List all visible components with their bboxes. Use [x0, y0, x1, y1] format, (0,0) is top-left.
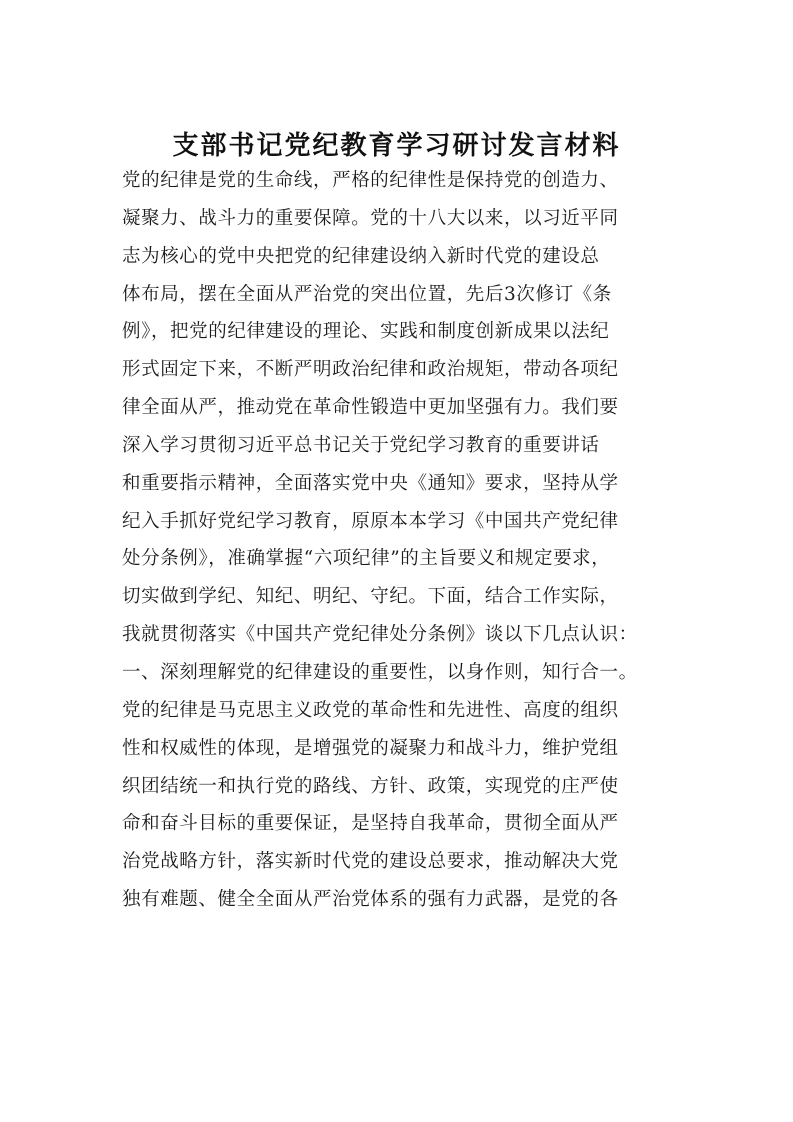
body-line: 命和奋斗目标的重要保证，是坚持自我革命，贯彻全面从严: [122, 813, 619, 835]
body-line: 凝聚力、战斗力的重要保障。党的十八大以来，以习近平同: [122, 207, 619, 229]
body-line: 体布局，摆在全面从严治党的突出位置，先后3次修订《条: [122, 283, 612, 305]
body-line: 志为核心的党中央把党的纪律建设纳入新时代党的建设总: [122, 245, 600, 267]
body-line: 党的纪律是马克思主义政党的革命性和先进性、高度的组织: [122, 699, 619, 721]
body-line: 处分条例》，准确掌握“六项纪律”的主旨要义和规定要求，: [122, 548, 611, 570]
body-line: 织团结统一和执行党的路线、方针、政策，实现党的庄严使: [122, 775, 619, 797]
body-line: 独有难题、健全全面从严治党体系的强有力武器，是党的各: [122, 889, 619, 911]
document-body: [122, 162, 682, 919]
body-line: 纪入手抓好党纪学习教育，原原本本学习《中国共产党纪律: [122, 510, 619, 532]
body-line: 和重要指示精神，全面落实党中央《通知》要求，坚持从学: [122, 472, 619, 494]
body-line: 性和权威性的体现，是增强党的凝聚力和战斗力，维护党组: [122, 737, 619, 759]
body-line: 律全面从严，推动党在革命性锻造中更加坚强有力。我们要: [122, 397, 619, 419]
body-line: 我就贯彻落实《中国共产党纪律处分条例》谈以下几点认识：: [122, 624, 638, 646]
body-line: 深入学习贯彻习近平总书记关于党纪学习教育的重要讲话: [122, 434, 600, 456]
body-line: 党的纪律是党的生命线，严格的纪律性是保持党的创造力、: [122, 170, 619, 191]
document-title: 支部书记党纪教育学习研讨发言材料: [172, 131, 621, 161]
body-line: 治党战略方针，落实新时代党的建设总要求，推动解决大党: [122, 851, 619, 873]
section-heading: 一、深刻理解党的纪律建设的重要性，以身作则，知行合一。: [122, 661, 638, 683]
body-line: 切实做到学纪、知纪、明纪、守纪。下面，结合工作实际，: [122, 586, 619, 608]
body-line: 形式固定下来，不断严明政治纪律和政治规矩，带动各项纪: [122, 359, 619, 381]
body-line: 例》，把党的纪律建设的理论、实践和制度创新成果以法纪: [122, 321, 610, 343]
